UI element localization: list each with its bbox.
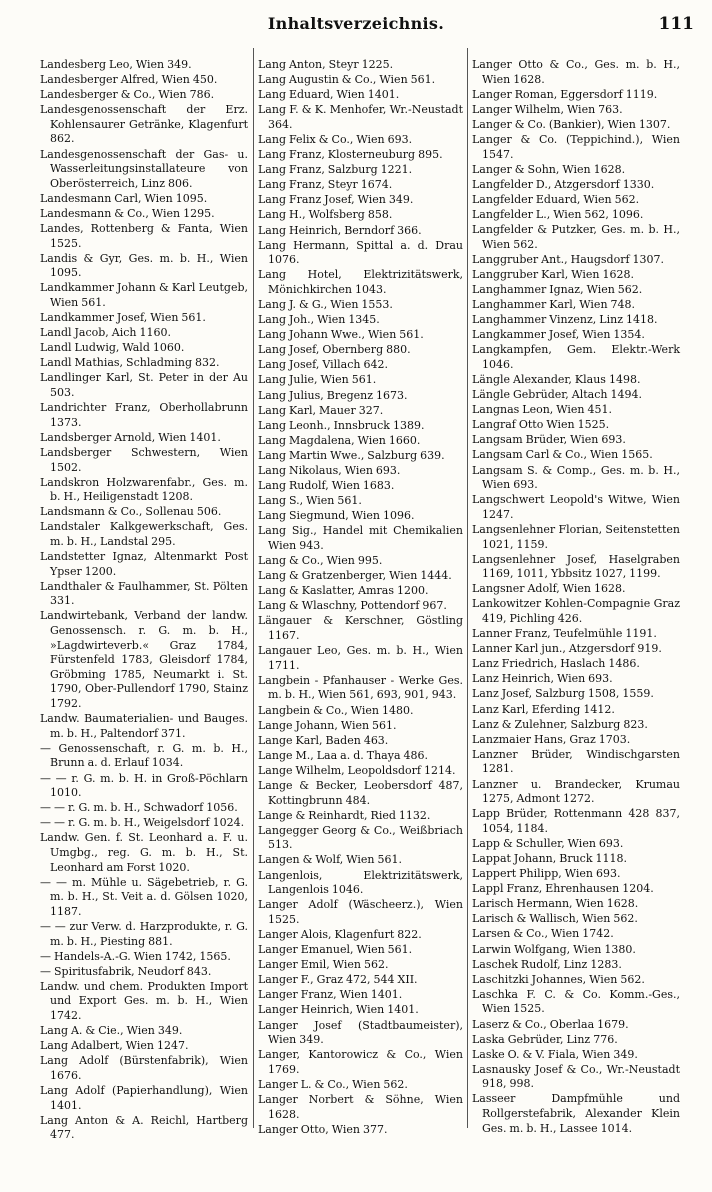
- index-entry: Langer Heinrich, Wien 1401.: [258, 1003, 419, 1017]
- index-entry: Landstaler Kalkgewerkschaft, Ges. m. b. H., Landstal 295.: [40, 520, 248, 548]
- index-entry: Lang & Kaslatter, Amras 1200.: [258, 584, 429, 598]
- index-entry: Lang Sig., Handel mit Chemikalien Wien 943.: [258, 524, 463, 552]
- index-entry: Langkampfen, Gem. Elektr.-Werk 1046.: [472, 343, 680, 371]
- index-entry: Lange Johann, Wien 561.: [258, 718, 397, 732]
- index-entry: Landl Jacob, Aich 1160.: [40, 326, 171, 340]
- index-entry: Langhammer Ignaz, Wien 562.: [472, 282, 643, 296]
- index-entry: Langer & Sohn, Wien 1628.: [472, 162, 626, 176]
- index-entry: Larisch & Wallisch, Wien 562.: [472, 912, 638, 926]
- index-entry: Lanzner u. Brandecker, Krumau 1275, Admont 1272.: [472, 777, 680, 806]
- index-entry: Larwin Wolfgang, Wien 1380.: [472, 942, 636, 956]
- index-entry: Lanner Franz, Teufelmühle 1191.: [472, 627, 657, 641]
- index-entry: Lanzner Brüder, Windischgarsten 1281.: [472, 747, 680, 776]
- index-entry: Lasnausky Josef & Co., Wr.-Neustadt 918, 998.: [472, 1062, 680, 1091]
- index-entry: Lanzmaier Hans, Graz 1703.: [472, 732, 631, 746]
- index-entry: Laschitzki Johannes, Wien 562.: [472, 972, 645, 986]
- index-entry: Laska Gebrüder, Linz 776.: [472, 1032, 618, 1046]
- index-entry: Landesberger Alfred, Wien 450.: [40, 73, 218, 87]
- index-entry: Lang Adalbert, Wien 1247.: [40, 1039, 189, 1053]
- index-column-2: [258, 58, 463, 1137]
- page-number: 111: [658, 14, 694, 34]
- index-entry: Lang Eduard, Wien 1401.: [258, 88, 400, 102]
- index-entry: Lang Augustin & Co., Wien 561.: [258, 73, 436, 87]
- index-entry: Langer Otto, Wien 377.: [258, 1122, 388, 1136]
- index-entry: Lang Hermann, Spittal a. d. Drau 1076.: [258, 238, 463, 267]
- index-entry: Landw. und chem. Produkten Import und Export Ges. m. b. H., Wien 1742.: [40, 979, 248, 1022]
- index-entry: Landl Ludwig, Wald 1060.: [40, 341, 185, 355]
- index-entry: Lang Franz, Klosterneuburg 895.: [258, 148, 443, 162]
- index-entry: Lang Siegmund, Wien 1096.: [258, 509, 415, 523]
- index-entry: Längle Alexander, Klaus 1498.: [472, 372, 641, 386]
- index-entry: Landesmann & Co., Wien 1295.: [40, 206, 215, 220]
- index-entry: Langschwert Leopold's Witwe, Wien 1247.: [472, 493, 680, 521]
- index-entry: Landl Mathias, Schladming 832.: [40, 356, 220, 370]
- index-entry: Lang & Co., Wien 995.: [258, 554, 383, 568]
- index-entry: Lang & Wlaschny, Pottendorf 967.: [258, 599, 447, 613]
- index-entry: Langhammer Karl, Wien 748.: [472, 298, 636, 311]
- index-entry: — Genossenschaft, r. G. m. b. H., Brunn a. d. Erlauf 1034.: [40, 741, 248, 770]
- index-entry: Längauer & Kerschner, Göstling 1167.: [258, 614, 463, 643]
- index-entry: Landstetter Ignaz, Altenmarkt Post Ypser 1200.: [40, 550, 248, 578]
- index-entry: — Spiritusfabrik, Neudorf 843.: [40, 964, 212, 978]
- index-entry: Lang Rudolf, Wien 1683.: [258, 479, 395, 493]
- index-entry: Lang Franz Josef, Wien 349.: [258, 193, 414, 207]
- index-entry: Langer Josef (Stadtbaumeister), Wien 349.: [258, 1018, 463, 1047]
- index-entry: Landes, Rottenberg & Fanta, Wien 1525.: [40, 222, 248, 250]
- index-entry: Lappl Franz, Ehrenhausen 1204.: [472, 882, 654, 896]
- index-entry: — — m. Mühle u. Sägebetrieb, r. G. m. b. H., St. Veit a. d. Gölsen 1020, 1187.: [40, 875, 248, 918]
- index-entry: Langen & Wolf, Wien 561.: [258, 853, 402, 867]
- index-entry: Lang Hotel, Elektrizitätswerk, Mönichkirchen 1043.: [258, 268, 463, 296]
- index-entry: — Handels-A.-G. Wien 1742, 1565.: [40, 949, 231, 963]
- index-entry: Langhammer Vinzenz, Linz 1418.: [472, 313, 658, 327]
- index-entry: Lanner Karl jun., Atzgersdorf 919.: [472, 642, 662, 656]
- index-entry: Langer Alois, Klagenfurt 822.: [258, 927, 422, 941]
- index-entry: Lang Julie, Wien 561.: [258, 373, 377, 387]
- index-entry: Lange Wilhelm, Leopoldsdorf 1214.: [258, 763, 456, 777]
- index-entry: Langer Otto & Co., Ges. m. b. H., Wien 1628.: [472, 58, 680, 86]
- index-entry: Lanz Friedrich, Haslach 1486.: [472, 657, 640, 671]
- index-entry: Langer F., Graz 472, 544 XII.: [258, 973, 418, 987]
- index-entry: Landwirtebank, Verband der landw. Genossensch. r. G. m. b. H., »Lagdwirteverb.« Graz 1784, Fürstenfeld 1783, Gleisdorf 1784, Gröbming 1785, Neumarkt i. St. 1790, Ober-Pullendorf 1790, Stainz 1792.: [40, 609, 248, 711]
- index-entry: — — r. G. m. b. H., Weigelsdorf 1024.: [40, 816, 245, 830]
- index-entry: Lang Franz, Salzburg 1221.: [258, 163, 413, 177]
- column-divider: [253, 48, 254, 1128]
- index-entry: Langfelder & Putzker, Ges. m. b. H., Wien 562.: [472, 223, 680, 251]
- index-entry: Lang Magdalena, Wien 1660.: [258, 433, 421, 447]
- index-entry: Lanz Karl, Eferding 1412.: [472, 702, 615, 716]
- index-entry: Langenlois, Elektrizitätswerk, Langenlois 1046.: [258, 868, 463, 897]
- index-entry: — — r. G. m. b. H. in Groß-Pöchlarn 1010.: [40, 771, 248, 800]
- index-entry: Landsmann & Co., Sollenau 506.: [40, 505, 222, 519]
- index-entry: Landkammer Josef, Wien 561.: [40, 311, 206, 325]
- index-entry: Lange & Becker, Leobersdorf 487, Kottingbrunn 484.: [258, 779, 463, 807]
- index-entry: Langbein - Pfanhauser - Werke Ges. m. b. H., Wien 561, 693, 901, 943.: [258, 673, 463, 702]
- index-entry: Langer Franz, Wien 1401.: [258, 988, 403, 1002]
- index-entry: Langer & Co. (Bankier), Wien 1307.: [472, 117, 671, 131]
- index-entry: Lange Karl, Baden 463.: [258, 733, 389, 747]
- index-entry: Lang Josef, Villach 642.: [258, 358, 388, 372]
- index-entry: Landesberg Leo, Wien 349.: [40, 58, 192, 71]
- index-entry: Lang J. & G., Wien 1553.: [258, 298, 393, 311]
- index-entry: Lasseer Dampfmühle und Rollgerstefabrik, Alexander Klein Ges. m. b. H., Lassee 1014.: [472, 1092, 680, 1135]
- index-entry: Landesmann Carl, Wien 1095.: [40, 191, 208, 205]
- index-entry: Landesgenossenschaft der Erz. Kohlensaurer Getränke, Klagenfurt 862.: [40, 103, 248, 146]
- index-entry: Langnas Leon, Wien 451.: [472, 403, 613, 417]
- index-entry: Lang Adolf (Papierhandlung), Wien 1401.: [40, 1083, 248, 1112]
- index-entry: Längle Gebrüder, Altach 1494.: [472, 388, 642, 402]
- index-entry: Langer Roman, Eggersdorf 1119.: [472, 87, 658, 101]
- index-entry: Laschka F. C. & Co. Komm.-Ges., Wien 1525.: [472, 987, 680, 1016]
- index-entry: Langsenlehner Josef, Haselgraben 1169, 1011, Ybbsitz 1027, 1199.: [472, 552, 680, 581]
- index-entry: Lang Adolf (Bürstenfabrik), Wien 1676.: [40, 1054, 248, 1082]
- index-entry: Langfelder Eduard, Wien 562.: [472, 192, 640, 206]
- index-entry: — — zur Verw. d. Harzprodukte, r. G. m. b. H., Piesting 881.: [40, 919, 248, 948]
- index-entry: Lang & Gratzenberger, Wien 1444.: [258, 569, 452, 583]
- index-entry: Landkammer Johann & Karl Leutgeb, Wien 561.: [40, 281, 248, 309]
- index-entry: Lang Leonh., Innsbruck 1389.: [258, 418, 425, 432]
- index-entry: Lang F. & K. Menhofer, Wr.-Neustadt 364.: [258, 103, 463, 131]
- index-entry: Landthaler & Faulhammer, St. Pölten 331.: [40, 579, 248, 608]
- index-entry: Landsberger Schwestern, Wien 1502.: [40, 445, 248, 474]
- index-entry: Langer Emanuel, Wien 561.: [258, 943, 413, 957]
- index-entry: Landesgenossenschaft der Gas- u. Wasserleitungsinstallateure von Oberösterreich, Linz 806.: [40, 147, 248, 190]
- index-entry: Lange M., Laa a. d. Thaya 486.: [258, 748, 428, 762]
- index-entry: Landsberger Arnold, Wien 1401.: [40, 430, 221, 444]
- index-entry: Langraf Otto Wien 1525.: [472, 418, 610, 432]
- index-entry: Langer, Kantorowicz & Co., Wien 1769.: [258, 1048, 463, 1076]
- index-entry: Laschek Rudolf, Linz 1283.: [472, 957, 622, 971]
- index-entry: Langer Wilhelm, Wien 763.: [472, 102, 623, 116]
- index-entry: Landis & Gyr, Ges. m. b. H., Wien 1095.: [40, 251, 248, 280]
- index-entry: Lang Nikolaus, Wien 693.: [258, 464, 401, 478]
- index-entry: Lang Heinrich, Berndorf 366.: [258, 223, 422, 237]
- index-entry: Lang Anton, Steyr 1225.: [258, 58, 394, 71]
- index-entry: Langegger Georg & Co., Weißbriach 513.: [258, 823, 463, 852]
- index-column-3: [472, 58, 680, 1136]
- index-entry: Lang Karl, Mauer 327.: [258, 403, 384, 417]
- index-entry: Lang Julius, Bregenz 1673.: [258, 388, 408, 402]
- index-entry: Landesberger & Co., Wien 786.: [40, 88, 215, 102]
- index-entry: Lanz Josef, Salzburg 1508, 1559.: [472, 687, 654, 701]
- index-entry: Langer L. & Co., Wien 562.: [258, 1077, 408, 1091]
- index-entry: Lanz & Zulehner, Salzburg 823.: [472, 717, 648, 731]
- index-entry: Larisch Hermann, Wien 1628.: [472, 897, 639, 911]
- index-entry: Landw. Baumaterialien- und Bauges. m. b. H., Paltendorf 371.: [40, 712, 248, 740]
- index-column-1: [40, 58, 248, 1143]
- index-entry: Langsner Adolf, Wien 1628.: [472, 582, 626, 596]
- index-entry: Langsenlehner Florian, Seitenstetten 1021, 1159.: [472, 522, 680, 551]
- running-head: Inhaltsverzeichnis.: [267, 14, 445, 33]
- index-entry: Langsam S. & Comp., Ges. m. b. H., Wien 693.: [472, 463, 680, 492]
- index-entry: Lankowitzer Kohlen-Compagnie Graz 419, Pichling 426.: [472, 597, 680, 625]
- index-entry: Langer & Co. (Teppichind.), Wien 1547.: [472, 132, 680, 161]
- index-entry: Lang H., Wolfsberg 858.: [258, 208, 393, 222]
- index-entry: Langfelder D., Atzgersdorf 1330.: [472, 177, 655, 191]
- index-entry: Lang Martin Wwe., Salzburg 639.: [258, 448, 445, 462]
- index-entry: Langgruber Ant., Haugsdorf 1307.: [472, 252, 665, 266]
- index-entry: Laserz & Co., Oberlaa 1679.: [472, 1017, 629, 1031]
- index-entry: Laske O. & V. Fiala, Wien 349.: [472, 1047, 638, 1061]
- index-entry: — — r. G. m. b. H., Schwadorf 1056.: [40, 801, 238, 815]
- index-entry: Langer Adolf (Wäscheerz.), Wien 1525.: [258, 898, 463, 926]
- index-entry: Lang S., Wien 561.: [258, 494, 362, 508]
- index-entry: Lang Josef, Obernberg 880.: [258, 343, 411, 357]
- index-entry: Lang Franz, Steyr 1674.: [258, 178, 393, 192]
- index-entry: Langsam Carl & Co., Wien 1565.: [472, 448, 653, 462]
- page-header: [0, 14, 712, 44]
- index-entry: Lappert Philipp, Wien 693.: [472, 867, 621, 881]
- index-entry: Landlinger Karl, St. Peter in der Au 503.: [40, 371, 248, 400]
- index-entry: Langauer Leo, Ges. m. b. H., Wien 1711.: [258, 644, 463, 672]
- index-entry: Lanz Heinrich, Wien 693.: [472, 672, 613, 686]
- index-entry: Langgruber Karl, Wien 1628.: [472, 267, 634, 281]
- index-entry: Lang A. & Cie., Wien 349.: [40, 1024, 183, 1038]
- index-entry: Lange & Reinhardt, Ried 1132.: [258, 808, 431, 822]
- index-entry: Lang Joh., Wien 1345.: [258, 313, 380, 327]
- index-entry: Landw. Gen. f. St. Leonhard a. F. u. Umgbg., reg. G. m. b. H., St. Leonhard am Forst 1020.: [40, 831, 248, 874]
- index-entry: Lang Felix & Co., Wien 693.: [258, 132, 413, 146]
- index-entry: Larsen & Co., Wien 1742.: [472, 927, 614, 941]
- index-entry: Lapp & Schuller, Wien 693.: [472, 836, 624, 850]
- index-entry: Lapp Brüder, Rottenmann 428 837, 1054, 1184.: [472, 807, 680, 835]
- index-entry: Landrichter Franz, Oberhollabrunn 1373.: [40, 401, 248, 429]
- index-entry: Langbein & Co., Wien 1480.: [258, 703, 414, 717]
- index-entry: Lappat Johann, Bruck 1118.: [472, 851, 627, 865]
- column-divider: [467, 48, 468, 1128]
- index-entry: Langer Norbert & Söhne, Wien 1628.: [258, 1092, 463, 1121]
- index-entry: Langer Emil, Wien 562.: [258, 958, 389, 972]
- index-entry: Lang Anton & A. Reichl, Hartberg 477.: [40, 1113, 248, 1142]
- index-entry: Langkammer Josef, Wien 1354.: [472, 328, 645, 342]
- index-entry: Langsam Brüder, Wien 693.: [472, 433, 626, 447]
- index-entry: Landskron Holzwarenfabr., Ges. m. b. H., Heiligenstadt 1208.: [40, 475, 248, 504]
- index-entry: Langfelder L., Wien 562, 1096.: [472, 207, 644, 221]
- index-entry: Lang Johann Wwe., Wien 561.: [258, 328, 424, 342]
